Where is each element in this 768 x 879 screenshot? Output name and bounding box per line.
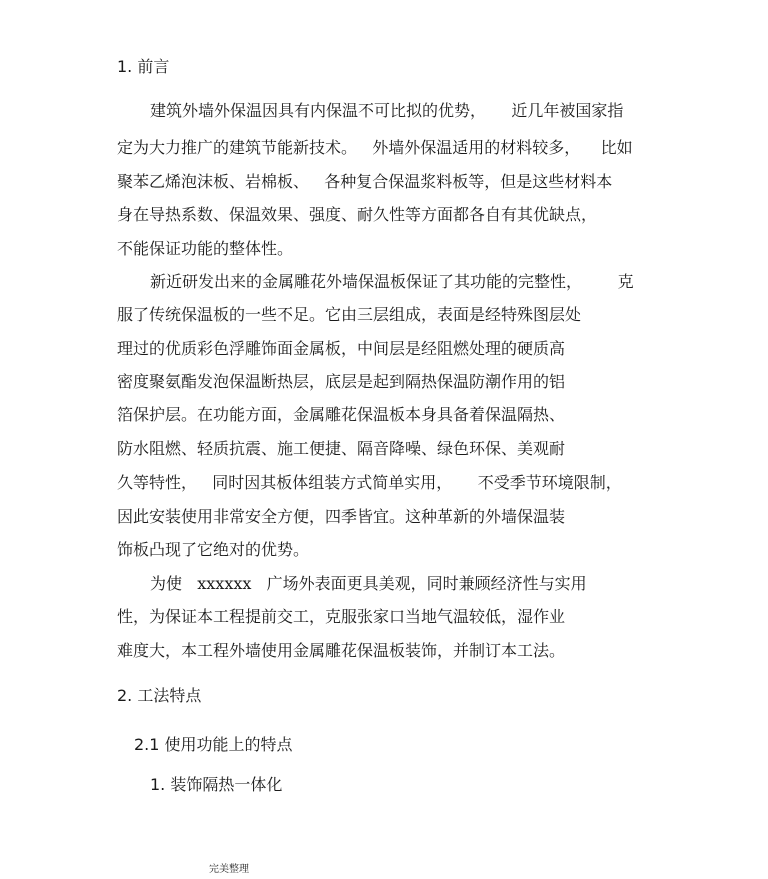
section-2-1-title: 2.1 使用功能上的特点 <box>134 735 293 754</box>
section-2-1-item-1: 1. 装饰隔热一体化 <box>150 775 283 794</box>
body-line: 性，为保证本工程提前交工，克服张家口当地气温较低，湿作业 <box>117 607 566 626</box>
body-line: 理过的优质彩色浮雕饰面金属板，中间层是经阻燃处理的硬质高 <box>117 339 566 358</box>
section-1-title: 1. 前言 <box>117 57 170 76</box>
body-line: 因此安装使用非常安全方便，四季皆宜。这种革新的外墙保温装 <box>117 507 566 526</box>
body-line: 不能保证功能的整体性。 <box>117 239 294 258</box>
body-line: 箔保护层。在功能方面，金属雕花保温板本身具备着保温隔热、 <box>117 405 566 424</box>
body-line: 定为大力推广的建筑节能新技术。 外墙外保温适用的材料较多， 比如 <box>117 138 633 157</box>
body-line: 饰板凸现了它绝对的优势。 <box>117 540 310 559</box>
body-line: 新近研发出来的金属雕花外墙保温板保证了其功能的完整性， 克 <box>150 272 634 291</box>
body-line: 身在导热系数、保温效果、强度、耐久性等方面都各自有其优缺点， <box>117 205 598 224</box>
body-line: 久等特性， 同时因其板体组装方式简单实用， 不受季节环境限制， <box>117 473 622 492</box>
body-line: 建筑外墙外保温因具有内保温不可比拟的优势， 近几年被国家指 <box>150 101 624 120</box>
body-line: 聚苯乙烯泡沫板、岩棉板、 各种复合保温浆料板等，但是这些材料本 <box>117 172 613 191</box>
section-2-title: 2. 工法特点 <box>117 686 202 705</box>
body-line: 难度大，本工程外墙使用金属雕花保温板装饰，并制订本工法。 <box>117 641 566 660</box>
page-footer: 完美整理 <box>209 864 249 875</box>
body-line: 为使 xxxxxx 广场外表面更具美观，同时兼顾经济性与实用 <box>150 574 587 593</box>
body-line: 服了传统保温板的一些不足。它由三层组成，表面是经特殊图层处 <box>117 305 582 324</box>
body-line: 防水阻燃、轻质抗震、施工便捷、隔音降噪、绿色环保、美观耐 <box>117 439 566 458</box>
body-line: 密度聚氨酯发泡保温断热层，底层是起到隔热保温防潮作用的铝 <box>117 372 566 391</box>
